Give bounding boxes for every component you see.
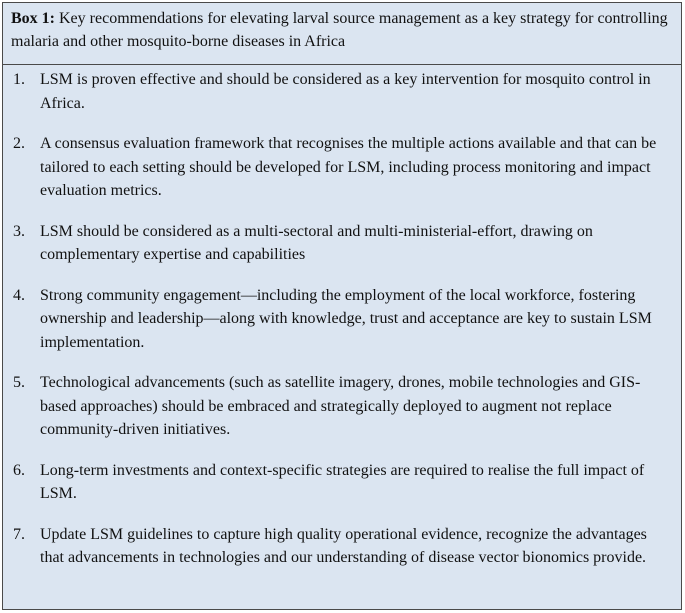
recommendation-text: A consensus evaluation framework that recognises the multiple actions available and that can be tailored to each setting should be developed for LSM, including process monitoring and impact evaluation metrics. — [40, 135, 657, 199]
recommendation-item-4 — [13, 284, 671, 355]
recommendation-number: 1. — [13, 71, 25, 88]
recommendations-list — [3, 65, 681, 570]
recommendation-number: 6. — [13, 461, 25, 479]
recommendation-item-6 — [13, 459, 671, 506]
recommendation-number: 7. — [13, 525, 25, 543]
recommendation-item-3 — [13, 220, 671, 267]
recommendation-number: 4. — [13, 286, 25, 304]
box-label: Box 1: — [11, 10, 55, 27]
recommendation-text: LSM should be considered as a multi-sectoral and multi-ministerial-effort, drawing on complementary expertise and capabilities — [40, 222, 593, 263]
recommendations-box — [2, 2, 682, 610]
recommendation-text: Long-term investments and context-specific strategies are required to realise the full impact of LSM. — [40, 461, 645, 502]
recommendation-text: Technological advancements (such as satellite imagery, drones, mobile technologies and GIS-based approaches) should be embraced and strategically deployed to augment not replace community-driven initiatives. — [40, 374, 641, 438]
recommendation-text: Strong community engagement—including the employment of the local workforce, fostering ownership and leadership—along with knowledge, trust and acceptance are key to sustain LSM implementation. — [40, 286, 652, 351]
box-header — [3, 3, 681, 65]
recommendation-item-5 — [13, 371, 671, 442]
box-title: Key recommendations for elevating larval source management as a key strategy for controlling malaria and other mosquito-borne diseases in Africa — [11, 10, 668, 50]
recommendation-item-2 — [13, 132, 671, 203]
recommendation-number: 5. — [13, 374, 25, 391]
recommendation-item-1 — [13, 68, 671, 115]
recommendation-number: 2. — [13, 135, 25, 152]
recommendation-text: LSM is proven effective and should be considered as a key intervention for mosquito control in Africa. — [40, 71, 651, 112]
recommendation-text: Update LSM guidelines to capture high quality operational evidence, recognize the advantages that advancements in technologies and our understanding of disease vector bionomics provide. — [40, 525, 647, 566]
recommendation-number: 3. — [13, 222, 25, 240]
recommendation-item-7 — [13, 523, 671, 570]
